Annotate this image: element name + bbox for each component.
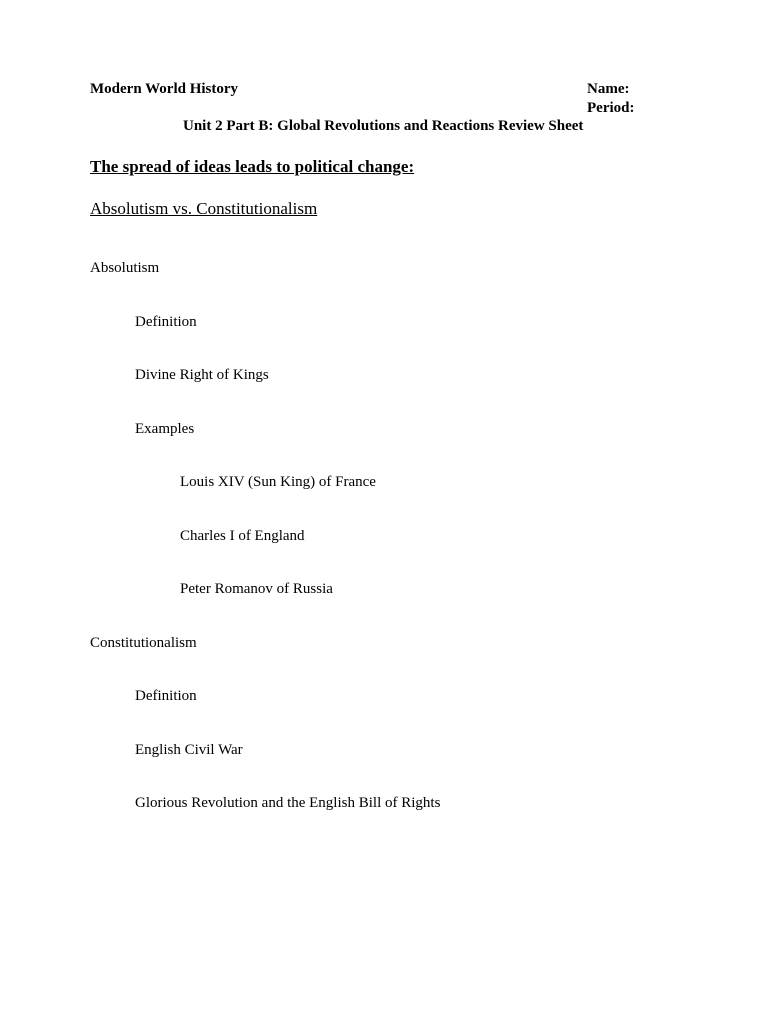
outline-item-louis-xiv: Louis XIV (Sun King) of France bbox=[180, 474, 376, 490]
sheet-title: Unit 2 Part B: Global Revolutions and Reactions Review Sheet bbox=[183, 118, 584, 134]
main-heading: The spread of ideas leads to political change: bbox=[90, 157, 415, 176]
outline-item-divine-right: Divine Right of Kings bbox=[135, 367, 269, 383]
outline-item-absolutism: Absolutism bbox=[90, 260, 160, 276]
period-label: Period: bbox=[587, 100, 635, 116]
outline-item-english-civil-war: English Civil War bbox=[135, 742, 243, 758]
name-label: Name: bbox=[587, 81, 630, 97]
outline-item-constitutionalism: Constitutionalism bbox=[90, 635, 197, 651]
course-title: Modern World History bbox=[90, 81, 239, 97]
sub-heading: Absolutism vs. Constitutionalism bbox=[90, 199, 318, 218]
outline-item-constitutionalism-definition: Definition bbox=[135, 688, 197, 704]
outline-item-absolutism-definition: Definition bbox=[135, 314, 197, 330]
outline-item-charles-i: Charles I of England bbox=[180, 528, 305, 544]
outline-item-examples: Examples bbox=[135, 421, 195, 437]
outline-item-glorious-revolution: Glorious Revolution and the English Bill of Rights bbox=[135, 795, 441, 811]
outline-item-peter-romanov: Peter Romanov of Russia bbox=[180, 581, 333, 597]
